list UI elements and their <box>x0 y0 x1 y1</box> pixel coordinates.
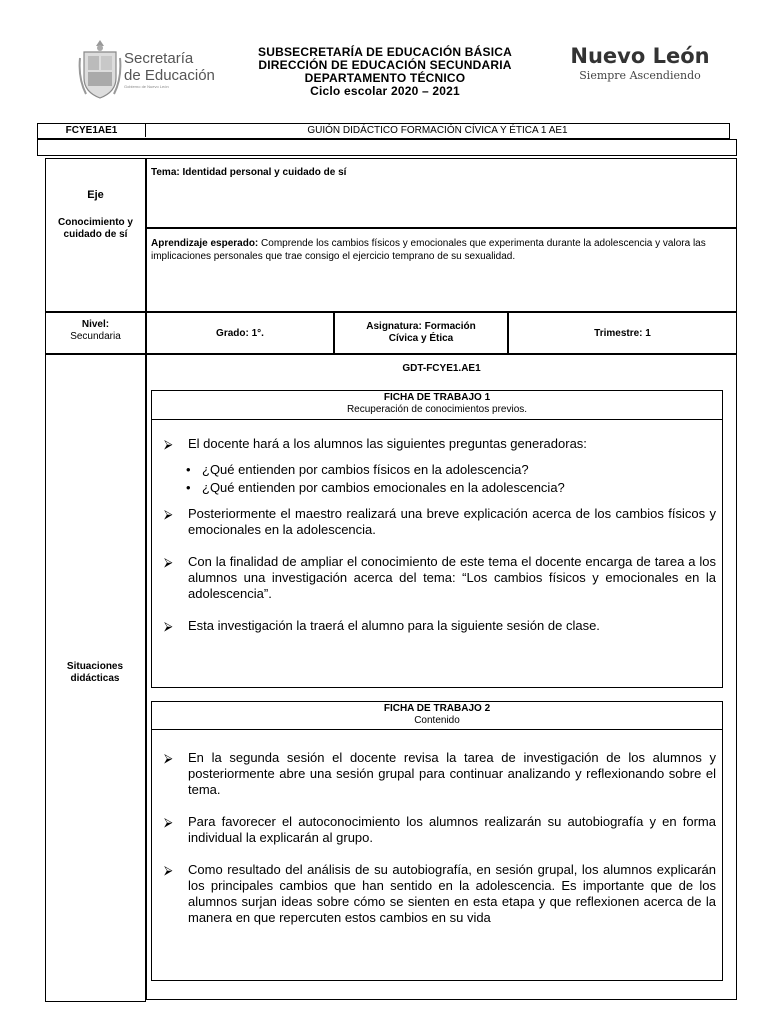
eje-value-line1: Conocimiento y <box>57 217 133 228</box>
ficha1-list <box>164 436 716 452</box>
ficha1-item4: Esta investigación la traerá el alumno para la siguiente sesión de clase. <box>188 618 600 633</box>
ficha1-header <box>152 391 722 420</box>
eje-cell <box>45 158 146 312</box>
nivel-value: Secundaria <box>70 331 121 342</box>
header-line-2: DIRECCIÓN DE EDUCACIÓN SECUNDARIA <box>258 58 512 72</box>
header-line-3: DEPARTAMENTO TÉCNICO <box>304 71 466 85</box>
question-item: • ¿Qué entienden por cambios físicos en la adolescencia? <box>202 462 716 478</box>
situaciones-label <box>46 661 144 685</box>
eje-value-line2: cuidado de sí <box>63 229 128 240</box>
tema-value: Identidad personal y cuidado de sí <box>182 167 347 178</box>
aprendizaje-label: Aprendizaje esperado: <box>151 238 259 249</box>
list-item <box>164 506 716 538</box>
ficha2-body <box>164 750 716 942</box>
state-crest-icon <box>78 38 122 102</box>
logo-line2: de Educación <box>124 67 215 84</box>
arrow-bullet-icon: ⮚ <box>164 619 173 633</box>
header-center <box>230 46 540 98</box>
list-item <box>164 436 716 452</box>
situaciones-label-cell <box>45 354 146 1002</box>
arrow-bullet-icon: ⮚ <box>164 437 173 451</box>
asignatura-cell <box>334 312 508 354</box>
arrow-bullet-icon: ⮚ <box>164 507 173 521</box>
aprendizaje-cell <box>146 228 737 312</box>
asignatura-line2: Cívica y Ética <box>388 333 454 344</box>
situaciones-line2: didácticas <box>70 673 120 684</box>
ficha1-list-2 <box>164 506 716 634</box>
tema-label: Tema: <box>151 167 180 178</box>
ficha2-item3: Como resultado del análisis de su autobiografía, en sesión grupal, los alumnos explicarán los principales cambios que han sentido en la adolescencia. Es importante que de los alumnos surjan ideas sobre cómo se sienten en esta etapa y que reflexionen acerca de la manera en que repercuten estos cambios en su vida <box>188 862 716 925</box>
logo-secretaria <box>78 38 248 106</box>
asignatura-text <box>335 321 507 345</box>
code-row <box>37 123 730 139</box>
ficha1-body <box>164 436 716 650</box>
logo-line1: Secretaría <box>124 50 194 67</box>
nivel-cell <box>45 312 146 354</box>
situaciones-line1: Situaciones <box>66 661 124 672</box>
nivel-label: Nivel: <box>81 319 110 330</box>
trimestre-cell <box>508 312 737 354</box>
grado-text: Grado: 1°. <box>216 328 264 339</box>
gdt-code: GDT-FCYE1.AE1 <box>402 363 481 374</box>
trimestre-text: Trimestre: 1 <box>594 328 651 339</box>
list-item <box>164 862 716 926</box>
ficha1-box <box>151 390 723 688</box>
ficha2-header <box>152 702 722 730</box>
ficha2-item1: En la segunda sesión el docente revisa la tarea de investigación de los alumnos y posteriormente abre una sesión grupal para continuar analizando y reflexionando sobre el tema. <box>188 750 716 797</box>
arrow-bullet-icon: ⮚ <box>164 555 173 569</box>
question-item: • ¿Qué entienden por cambios emocionales en la adolescencia? <box>202 480 716 496</box>
ficha2-subtitle: Contenido <box>414 715 460 726</box>
logo-tiny: Gobierno de Nuevo León <box>124 84 169 89</box>
list-item <box>164 814 716 846</box>
arrow-bullet-icon: ⮚ <box>164 751 173 765</box>
ficha1-subtitle: Recuperación de conocimientos previos. <box>346 404 528 415</box>
tema-text <box>151 167 731 179</box>
ficha1-title: FICHA DE TRABAJO 1 <box>383 392 491 403</box>
ficha1-item3: Con la finalidad de ampliar el conocimiento de este tema el docente encarga de tarea a los alumnos una investigación acerca del tema: “Los cambios físicos y emocionales en la adolescencia”. <box>188 554 716 601</box>
ficha1-item1: El docente hará a los alumnos las siguientes preguntas generadoras: <box>188 436 587 451</box>
tema-cell <box>146 158 737 228</box>
empty-row <box>37 139 737 156</box>
arrow-bullet-icon: ⮚ <box>164 863 173 877</box>
ficha1-item2: Posteriormente el maestro realizará una breve explicación acerca de los cambios físicos y emocionales en la adolescencia. <box>188 506 716 537</box>
list-item <box>164 750 716 798</box>
questions-list <box>164 462 716 496</box>
grado-cell <box>146 312 334 354</box>
eje-value <box>46 217 145 241</box>
title-cell: GUIÓN DIDÁCTICO FORMACIÓN CÍVICA Y ÉTICA 1 AE1 <box>307 125 568 136</box>
ficha2-box <box>151 701 723 981</box>
ficha2-item2: Para favorecer el autoconocimiento los alumnos realizarán su autobiografía y en forma individual la explicarán al grupo. <box>188 814 716 845</box>
list-item <box>164 554 716 602</box>
header-line-4: Ciclo escolar 2020 – 2021 <box>310 84 460 98</box>
eje-label: Eje <box>87 189 104 201</box>
ficha2-title: FICHA DE TRABAJO 2 <box>383 703 491 714</box>
aprendizaje-value: Comprende los cambios físicos y emocionales que experimenta durante la adolescencia y valora las implicaciones personales que trae consigo el ejercicio temprano de su sexualidad. <box>151 238 706 262</box>
nivel-text <box>46 319 145 343</box>
header-line-1: SUBSECRETARÍA DE EDUCACIÓN BÁSICA <box>258 45 512 59</box>
logo-nl-subtitle: Siempre Ascendiendo <box>579 69 701 82</box>
logo-nl-title: Nuevo León <box>570 44 710 68</box>
aprendizaje-text <box>151 237 733 263</box>
code-cell: FCYE1AE1 <box>38 124 146 137</box>
ficha2-list <box>164 750 716 926</box>
arrow-bullet-icon: ⮚ <box>164 815 173 829</box>
list-item <box>164 618 716 634</box>
logo-nuevo-leon <box>560 44 720 82</box>
asignatura-line1: Asignatura: Formación <box>366 321 476 332</box>
